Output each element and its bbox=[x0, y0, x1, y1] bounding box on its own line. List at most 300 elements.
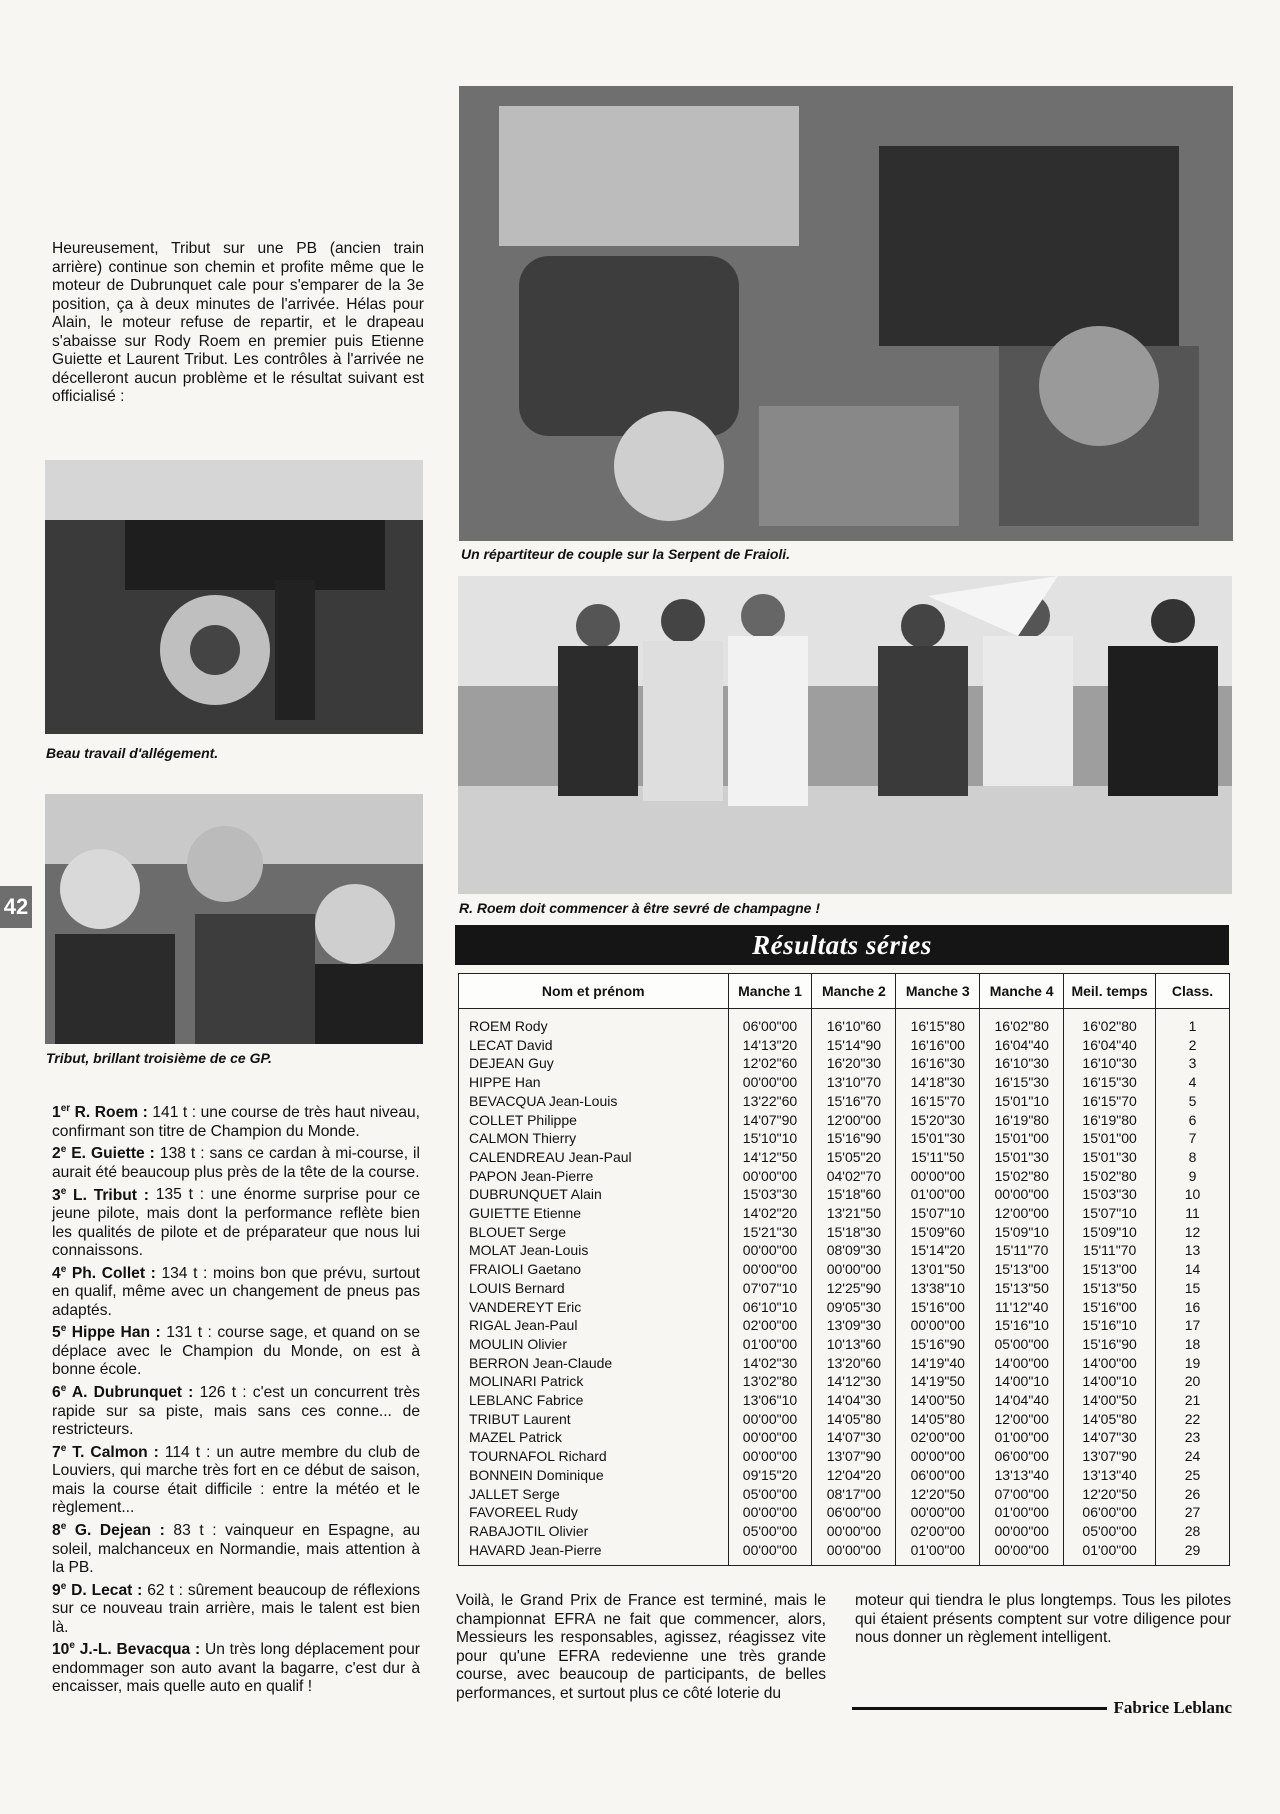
table-row bbox=[459, 1391, 1230, 1410]
cell-time: 13'13"40 bbox=[980, 1466, 1064, 1485]
cell-time: 16'19"80 bbox=[1064, 1111, 1156, 1130]
cell-time: 13'07"90 bbox=[812, 1447, 896, 1466]
cell-time: 14'05"80 bbox=[896, 1410, 980, 1429]
cell-time: 16'10"30 bbox=[1064, 1054, 1156, 1073]
cell-time: 16'15"80 bbox=[896, 1009, 980, 1036]
cell-time: 14'00"50 bbox=[896, 1391, 980, 1410]
cell-time: 06'00"00 bbox=[728, 1009, 812, 1036]
ranking-comment: 141 t : une course de très haut niveau, confirmant son titre de Champion du Monde. bbox=[52, 1104, 420, 1140]
cell-time: 15'10"10 bbox=[728, 1129, 812, 1148]
ranking-suffix: e bbox=[60, 1382, 67, 1394]
cell-name: BEVACQUA Jean-Louis bbox=[459, 1092, 729, 1111]
ranking-item bbox=[52, 1261, 420, 1321]
cell-name: COLLET Philippe bbox=[459, 1111, 729, 1130]
cell-time: 05'00"00 bbox=[728, 1485, 812, 1504]
ranking-suffix: e bbox=[60, 1442, 67, 1454]
cell-time: 12'00"00 bbox=[812, 1111, 896, 1130]
cell-time: 02'00"00 bbox=[896, 1428, 980, 1447]
cell-name: BONNEIN Dominique bbox=[459, 1466, 729, 1485]
table-row bbox=[459, 1204, 1230, 1223]
cell-time: 14'12"30 bbox=[812, 1372, 896, 1391]
photo-tribut bbox=[45, 794, 423, 1044]
cell-time: 12'04"20 bbox=[812, 1466, 896, 1485]
cell-class: 9 bbox=[1156, 1167, 1230, 1186]
cell-time: 13'10"70 bbox=[812, 1073, 896, 1092]
conclusion-col1: Voilà, le Grand Prix de France est terminé, mais le championnat EFRA ne fait que commencer, alors, Messieurs les responsables, agissez, réagissez vite pour qu'une EFRA redevienne une très grande course, avec beaucoup de participants, de belles performances, et surtout plus ce côté loterie du bbox=[456, 1592, 826, 1702]
cell-time: 14'02"30 bbox=[728, 1354, 812, 1373]
cell-time: 14'00"00 bbox=[980, 1354, 1064, 1373]
caption-allegement: Beau travail d'allégement. bbox=[46, 745, 219, 761]
cell-time: 00'00"00 bbox=[728, 1260, 812, 1279]
cell-time: 14'18"30 bbox=[896, 1073, 980, 1092]
ranking-driver bbox=[52, 1444, 159, 1461]
cell-time: 14'19"50 bbox=[896, 1372, 980, 1391]
cell-class: 17 bbox=[1156, 1316, 1230, 1335]
cell-class: 21 bbox=[1156, 1391, 1230, 1410]
ranking-suffix: e bbox=[69, 1640, 75, 1652]
cell-time: 16'04"40 bbox=[1064, 1036, 1156, 1055]
cell-time: 02'00"00 bbox=[896, 1522, 980, 1541]
cell-time: 00'00"00 bbox=[812, 1260, 896, 1279]
cell-time: 06'00"00 bbox=[896, 1466, 980, 1485]
table-row bbox=[459, 1129, 1230, 1148]
cell-time: 16'02"80 bbox=[980, 1009, 1064, 1036]
ranking-item bbox=[52, 1518, 420, 1578]
cell-time: 00'00"00 bbox=[812, 1541, 896, 1566]
cell-time: 15'16"10 bbox=[980, 1316, 1064, 1335]
cell-time: 01'00"00 bbox=[896, 1541, 980, 1566]
table-row bbox=[459, 1522, 1230, 1541]
ranking-driver-name: A. Dubrunquet : bbox=[71, 1384, 194, 1402]
cell-name: HIPPE Han bbox=[459, 1073, 729, 1092]
cell-class: 13 bbox=[1156, 1241, 1230, 1260]
cell-time: 06'10"10 bbox=[728, 1298, 812, 1317]
cell-time: 14'12"50 bbox=[728, 1148, 812, 1167]
cell-class: 25 bbox=[1156, 1466, 1230, 1485]
cell-time: 15'09"60 bbox=[896, 1223, 980, 1242]
cell-name: MOLINARI Patrick bbox=[459, 1372, 729, 1391]
ranking-comment: 131 t : course sage, et quand on se déplace avec le Champion du Monde, on est à bonne école. bbox=[52, 1324, 420, 1379]
caption-roem: R. Roem doit commencer à être sevré de champagne ! bbox=[459, 900, 821, 916]
ranking-suffix: e bbox=[60, 1580, 67, 1592]
cell-time: 15'13"00 bbox=[1064, 1260, 1156, 1279]
cell-time: 09'15"20 bbox=[728, 1466, 812, 1485]
signature-rule bbox=[852, 1707, 1107, 1710]
cell-name: TRIBUT Laurent bbox=[459, 1410, 729, 1429]
cell-class: 16 bbox=[1156, 1298, 1230, 1317]
cell-name: ROEM Rody bbox=[459, 1009, 729, 1036]
cell-time: 00'00"00 bbox=[728, 1241, 812, 1260]
table-row bbox=[459, 1241, 1230, 1260]
cell-class: 26 bbox=[1156, 1485, 1230, 1504]
cell-time: 14'05"80 bbox=[812, 1410, 896, 1429]
cell-time: 01'00"00 bbox=[728, 1335, 812, 1354]
cell-time: 16'15"30 bbox=[1064, 1073, 1156, 1092]
cell-time: 14'04"30 bbox=[812, 1391, 896, 1410]
cell-time: 14'02"20 bbox=[728, 1204, 812, 1223]
cell-time: 01'00"00 bbox=[896, 1185, 980, 1204]
cell-name: LECAT David bbox=[459, 1036, 729, 1055]
table-row bbox=[459, 1279, 1230, 1298]
ranking-driver bbox=[52, 1104, 148, 1121]
header-manche-1: Manche 1 bbox=[728, 974, 812, 1009]
cell-name: FRAIOLI Gaetano bbox=[459, 1260, 729, 1279]
ranking-item bbox=[52, 1578, 420, 1638]
ranking-position: 5 bbox=[52, 1324, 61, 1342]
cell-time: 01'00"00 bbox=[980, 1428, 1064, 1447]
cell-time: 00'00"00 bbox=[728, 1073, 812, 1092]
header-manche-3: Manche 3 bbox=[896, 974, 980, 1009]
cell-time: 00'00"00 bbox=[896, 1316, 980, 1335]
cell-time: 15'13"00 bbox=[980, 1260, 1064, 1279]
cell-name: CALMON Thierry bbox=[459, 1129, 729, 1148]
cell-time: 13'38"10 bbox=[896, 1279, 980, 1298]
table-row bbox=[459, 1148, 1230, 1167]
page-number: 42 bbox=[0, 886, 32, 928]
cell-class: 24 bbox=[1156, 1447, 1230, 1466]
cell-name: DEJEAN Guy bbox=[459, 1054, 729, 1073]
cell-name: TOURNAFOL Richard bbox=[459, 1447, 729, 1466]
cell-time: 15'16"90 bbox=[812, 1129, 896, 1148]
ranking-item bbox=[52, 1182, 420, 1260]
cell-time: 12'20"50 bbox=[1064, 1485, 1156, 1504]
cell-class: 6 bbox=[1156, 1111, 1230, 1130]
cell-time: 06'00"00 bbox=[812, 1503, 896, 1522]
cell-time: 15'09"10 bbox=[1064, 1223, 1156, 1242]
table-row bbox=[459, 1223, 1230, 1242]
table-row bbox=[459, 1335, 1230, 1354]
table-row bbox=[459, 1447, 1230, 1466]
ranking-position: 7 bbox=[52, 1443, 61, 1461]
cell-time: 00'00"00 bbox=[896, 1167, 980, 1186]
results-table bbox=[458, 973, 1230, 1566]
ranking-driver-name: L. Tribut : bbox=[73, 1186, 149, 1204]
results-header-row bbox=[459, 974, 1230, 1009]
cell-time: 00'00"00 bbox=[728, 1503, 812, 1522]
cell-time: 06'00"00 bbox=[1064, 1503, 1156, 1522]
cell-time: 16'20"30 bbox=[812, 1054, 896, 1073]
cell-time: 16'10"30 bbox=[980, 1054, 1064, 1073]
header-best-time: Meil. temps bbox=[1064, 974, 1156, 1009]
cell-time: 14'07"90 bbox=[728, 1111, 812, 1130]
table-row bbox=[459, 1466, 1230, 1485]
cell-time: 16'16"30 bbox=[896, 1054, 980, 1073]
cell-time: 14'00"50 bbox=[1064, 1391, 1156, 1410]
cell-class: 20 bbox=[1156, 1372, 1230, 1391]
cell-time: 16'19"80 bbox=[980, 1111, 1064, 1130]
table-row bbox=[459, 1428, 1230, 1447]
cell-time: 15'18"30 bbox=[812, 1223, 896, 1242]
cell-time: 15'01"30 bbox=[896, 1129, 980, 1148]
cell-time: 06'00"00 bbox=[980, 1447, 1064, 1466]
cell-time: 00'00"00 bbox=[728, 1447, 812, 1466]
cell-class: 2 bbox=[1156, 1036, 1230, 1055]
cell-time: 16'04"40 bbox=[980, 1036, 1064, 1055]
header-name: Nom et prénom bbox=[459, 974, 729, 1009]
ranking-suffix: e bbox=[60, 1144, 67, 1156]
table-row bbox=[459, 1111, 1230, 1130]
ranking-driver bbox=[52, 1324, 161, 1341]
cell-name: HAVARD Jean-Pierre bbox=[459, 1541, 729, 1566]
cell-class: 27 bbox=[1156, 1503, 1230, 1522]
cell-time: 01'00"00 bbox=[980, 1503, 1064, 1522]
cell-time: 15'16"90 bbox=[896, 1335, 980, 1354]
cell-time: 14'19"40 bbox=[896, 1354, 980, 1373]
table-row bbox=[459, 1485, 1230, 1504]
table-row bbox=[459, 1167, 1230, 1186]
cell-name: VANDEREYT Eric bbox=[459, 1298, 729, 1317]
ranking-suffix: er bbox=[60, 1103, 71, 1114]
cell-time: 15'03"30 bbox=[1064, 1185, 1156, 1204]
cell-name: MAZEL Patrick bbox=[459, 1428, 729, 1447]
cell-time: 15'21"30 bbox=[728, 1223, 812, 1242]
cell-class: 5 bbox=[1156, 1092, 1230, 1111]
ranking-driver bbox=[52, 1522, 165, 1539]
cell-time: 16'16"00 bbox=[896, 1036, 980, 1055]
cell-class: 11 bbox=[1156, 1204, 1230, 1223]
cell-time: 15'01"00 bbox=[1064, 1129, 1156, 1148]
table-row bbox=[459, 1054, 1230, 1073]
cell-class: 12 bbox=[1156, 1223, 1230, 1242]
ranking-driver bbox=[52, 1187, 149, 1204]
cell-time: 15'01"30 bbox=[980, 1148, 1064, 1167]
table-row bbox=[459, 1503, 1230, 1522]
cell-time: 00'00"00 bbox=[980, 1185, 1064, 1204]
cell-time: 15'14"90 bbox=[812, 1036, 896, 1055]
author-name: Fabrice Leblanc bbox=[1113, 1698, 1232, 1717]
cell-time: 11'12"40 bbox=[980, 1298, 1064, 1317]
cell-time: 00'00"00 bbox=[728, 1410, 812, 1429]
cell-time: 13'21"50 bbox=[812, 1204, 896, 1223]
table-row bbox=[459, 1316, 1230, 1335]
table-row bbox=[459, 1260, 1230, 1279]
ranking-driver bbox=[52, 1265, 156, 1282]
ranking-driver-name: Ph. Collet : bbox=[71, 1264, 156, 1282]
cell-name: MOULIN Olivier bbox=[459, 1335, 729, 1354]
cell-class: 14 bbox=[1156, 1260, 1230, 1279]
cell-time: 00'00"00 bbox=[728, 1167, 812, 1186]
cell-time: 00'00"00 bbox=[896, 1447, 980, 1466]
ranking-list bbox=[52, 1100, 420, 1697]
cell-time: 00'00"00 bbox=[980, 1541, 1064, 1566]
cell-class: 10 bbox=[1156, 1185, 1230, 1204]
cell-time: 14'00"10 bbox=[980, 1372, 1064, 1391]
ranking-position: 10 bbox=[52, 1641, 70, 1659]
photo-roem-champagne bbox=[458, 576, 1232, 894]
ranking-position: 3 bbox=[52, 1186, 61, 1204]
cell-time: 12'00"00 bbox=[980, 1410, 1064, 1429]
cell-time: 15'01"10 bbox=[980, 1092, 1064, 1111]
ranking-driver-name: Hippe Han : bbox=[71, 1324, 161, 1342]
ranking-item bbox=[52, 1320, 420, 1380]
ranking-position: 2 bbox=[52, 1145, 61, 1163]
table-row bbox=[459, 1298, 1230, 1317]
ranking-driver-name: R. Roem : bbox=[74, 1104, 148, 1122]
ranking-driver bbox=[52, 1384, 193, 1401]
cell-time: 14'05"80 bbox=[1064, 1410, 1156, 1429]
cell-time: 15'11"70 bbox=[980, 1241, 1064, 1260]
cell-time: 15'01"30 bbox=[1064, 1148, 1156, 1167]
cell-class: 19 bbox=[1156, 1354, 1230, 1373]
cell-time: 13'07"90 bbox=[1064, 1447, 1156, 1466]
cell-time: 08'09"30 bbox=[812, 1241, 896, 1260]
cell-time: 15'11"70 bbox=[1064, 1241, 1156, 1260]
caption-serpent: Un répartiteur de couple sur la Serpent de Fraioli. bbox=[461, 546, 791, 562]
ranking-driver bbox=[52, 1582, 142, 1599]
cell-time: 15'03"30 bbox=[728, 1185, 812, 1204]
cell-time: 16'15"70 bbox=[896, 1092, 980, 1111]
ranking-item bbox=[52, 1637, 420, 1697]
cell-class: 28 bbox=[1156, 1522, 1230, 1541]
ranking-position: 8 bbox=[52, 1522, 61, 1539]
cell-time: 00'00"00 bbox=[812, 1522, 896, 1541]
cell-time: 13'22"60 bbox=[728, 1092, 812, 1111]
cell-class: 15 bbox=[1156, 1279, 1230, 1298]
cell-name: CALENDREAU Jean-Paul bbox=[459, 1148, 729, 1167]
cell-time: 14'07"30 bbox=[812, 1428, 896, 1447]
ranking-driver-name: G. Dejean : bbox=[74, 1522, 165, 1539]
cell-time: 15'13"50 bbox=[980, 1279, 1064, 1298]
cell-time: 09'05"30 bbox=[812, 1298, 896, 1317]
ranking-comment: Un très long déplacement pour endommager son auto avant la bagarre, c'est dur à encaisser, mais quelle auto en qualif ! bbox=[52, 1641, 420, 1696]
cell-time: 05'00"00 bbox=[728, 1522, 812, 1541]
ranking-comment: 62 t : sûrement beaucoup de réflexions sur ce nouveau train arrière, mais le talent est bien là. bbox=[52, 1581, 421, 1636]
author-signature bbox=[852, 1696, 1232, 1720]
cell-class: 22 bbox=[1156, 1410, 1230, 1429]
header-class: Class. bbox=[1156, 974, 1230, 1009]
cell-time: 12'00"00 bbox=[980, 1204, 1064, 1223]
table-row bbox=[459, 1073, 1230, 1092]
cell-time: 07'00"00 bbox=[980, 1485, 1064, 1504]
cell-time: 16'10"60 bbox=[812, 1009, 896, 1036]
cell-time: 00'00"00 bbox=[980, 1522, 1064, 1541]
cell-time: 05'00"00 bbox=[1064, 1522, 1156, 1541]
cell-class: 1 bbox=[1156, 1009, 1230, 1036]
cell-time: 16'02"80 bbox=[1064, 1009, 1156, 1036]
cell-class: 29 bbox=[1156, 1541, 1230, 1566]
cell-time: 13'01"50 bbox=[896, 1260, 980, 1279]
header-manche-4: Manche 4 bbox=[980, 974, 1064, 1009]
cell-time: 12'25"90 bbox=[812, 1279, 896, 1298]
cell-name: MOLAT Jean-Louis bbox=[459, 1241, 729, 1260]
table-row bbox=[459, 1541, 1230, 1566]
ranking-driver-name: E. Guiette : bbox=[71, 1145, 155, 1163]
table-row bbox=[459, 1009, 1230, 1036]
caption-tribut: Tribut, brillant troisième de ce GP. bbox=[46, 1050, 272, 1066]
ranking-comment: 134 t : moins bon que prévu, surtout en qualif, même avec un changement de pneus pas adaptés. bbox=[52, 1264, 420, 1319]
cell-time: 15'07"10 bbox=[896, 1204, 980, 1223]
table-row bbox=[459, 1354, 1230, 1373]
table-row bbox=[459, 1185, 1230, 1204]
cell-time: 00'00"00 bbox=[896, 1503, 980, 1522]
cell-time: 02'00"00 bbox=[728, 1316, 812, 1335]
cell-time: 05'00"00 bbox=[980, 1335, 1064, 1354]
cell-time: 15'16"10 bbox=[1064, 1316, 1156, 1335]
ranking-position: 6 bbox=[52, 1384, 61, 1402]
table-row bbox=[459, 1372, 1230, 1391]
ranking-item bbox=[52, 1440, 420, 1518]
cell-time: 15'13"50 bbox=[1064, 1279, 1156, 1298]
cell-time: 14'07"30 bbox=[1064, 1428, 1156, 1447]
cell-time: 12'02"60 bbox=[728, 1054, 812, 1073]
cell-name: BLOUET Serge bbox=[459, 1223, 729, 1242]
cell-time: 13'09"30 bbox=[812, 1316, 896, 1335]
cell-name: PAPON Jean-Pierre bbox=[459, 1167, 729, 1186]
cell-time: 16'15"70 bbox=[1064, 1092, 1156, 1111]
cell-time: 15'18"60 bbox=[812, 1185, 896, 1204]
cell-class: 7 bbox=[1156, 1129, 1230, 1148]
cell-time: 15'16"90 bbox=[1064, 1335, 1156, 1354]
cell-time: 14'04"40 bbox=[980, 1391, 1064, 1410]
cell-time: 15'20"30 bbox=[896, 1111, 980, 1130]
cell-time: 04'02"70 bbox=[812, 1167, 896, 1186]
cell-time: 13'20"60 bbox=[812, 1354, 896, 1373]
ranking-driver bbox=[52, 1145, 155, 1162]
cell-class: 23 bbox=[1156, 1428, 1230, 1447]
cell-class: 4 bbox=[1156, 1073, 1230, 1092]
ranking-item bbox=[52, 1141, 420, 1182]
cell-name: RIGAL Jean-Paul bbox=[459, 1316, 729, 1335]
photo-allegement bbox=[45, 460, 423, 734]
cell-name: LOUIS Bernard bbox=[459, 1279, 729, 1298]
cell-time: 14'00"10 bbox=[1064, 1372, 1156, 1391]
ranking-comment: 135 t : une énorme surprise pour ce jeune pilote, mais dont la performance reflète bien les qualités de pilote et de préparateur que nous lui connaissons. bbox=[52, 1186, 420, 1260]
ranking-item bbox=[52, 1380, 420, 1440]
cell-time: 15'05"20 bbox=[812, 1148, 896, 1167]
ranking-position: 4 bbox=[52, 1264, 61, 1282]
ranking-suffix: e bbox=[60, 1323, 67, 1335]
cell-time: 08'17"00 bbox=[812, 1485, 896, 1504]
results-title: Résultats séries bbox=[455, 925, 1229, 965]
ranking-driver-name: D. Lecat : bbox=[71, 1581, 143, 1599]
cell-time: 15'01"00 bbox=[980, 1129, 1064, 1148]
cell-name: RABAJOTIL Olivier bbox=[459, 1522, 729, 1541]
cell-time: 15'11"50 bbox=[896, 1148, 980, 1167]
table-row bbox=[459, 1092, 1230, 1111]
ranking-comment: 126 t : c'est un concurrent très rapide sur sa piste, mais sans ces conne... de restricteurs. bbox=[52, 1384, 420, 1439]
cell-time: 15'02"80 bbox=[980, 1167, 1064, 1186]
ranking-suffix: e bbox=[60, 1263, 67, 1275]
cell-time: 15'02"80 bbox=[1064, 1167, 1156, 1186]
cell-class: 18 bbox=[1156, 1335, 1230, 1354]
cell-time: 15'16"00 bbox=[1064, 1298, 1156, 1317]
ranking-position: 1 bbox=[52, 1104, 61, 1122]
ranking-driver bbox=[52, 1641, 200, 1658]
cell-time: 14'13"20 bbox=[728, 1036, 812, 1055]
cell-name: FAVOREEL Rudy bbox=[459, 1503, 729, 1522]
conclusion-col2: moteur qui tiendra le plus longtemps. Tous les pilotes qui étaient présents comptent sur votre diligence pour nous donner un règlement intelligent. bbox=[855, 1592, 1231, 1646]
cell-time: 15'09"10 bbox=[980, 1223, 1064, 1242]
cell-time: 15'07"10 bbox=[1064, 1204, 1156, 1223]
photo-serpent-engine bbox=[459, 86, 1233, 541]
ranking-driver-name: J.-L. Bevacqua : bbox=[79, 1641, 201, 1659]
table-row bbox=[459, 1410, 1230, 1429]
cell-time: 14'00"00 bbox=[1064, 1354, 1156, 1373]
ranking-item bbox=[52, 1100, 420, 1141]
cell-name: JALLET Serge bbox=[459, 1485, 729, 1504]
cell-time: 10'13"60 bbox=[812, 1335, 896, 1354]
cell-time: 00'00"00 bbox=[728, 1541, 812, 1566]
cell-time: 15'16"00 bbox=[896, 1298, 980, 1317]
ranking-driver-name: T. Calmon : bbox=[72, 1443, 159, 1461]
cell-time: 13'13"40 bbox=[1064, 1466, 1156, 1485]
ranking-suffix: e bbox=[60, 1185, 67, 1197]
cell-time: 00'00"00 bbox=[728, 1428, 812, 1447]
cell-class: 3 bbox=[1156, 1054, 1230, 1073]
cell-name: DUBRUNQUET Alain bbox=[459, 1185, 729, 1204]
cell-time: 07'07"10 bbox=[728, 1279, 812, 1298]
cell-time: 13'06"10 bbox=[728, 1391, 812, 1410]
